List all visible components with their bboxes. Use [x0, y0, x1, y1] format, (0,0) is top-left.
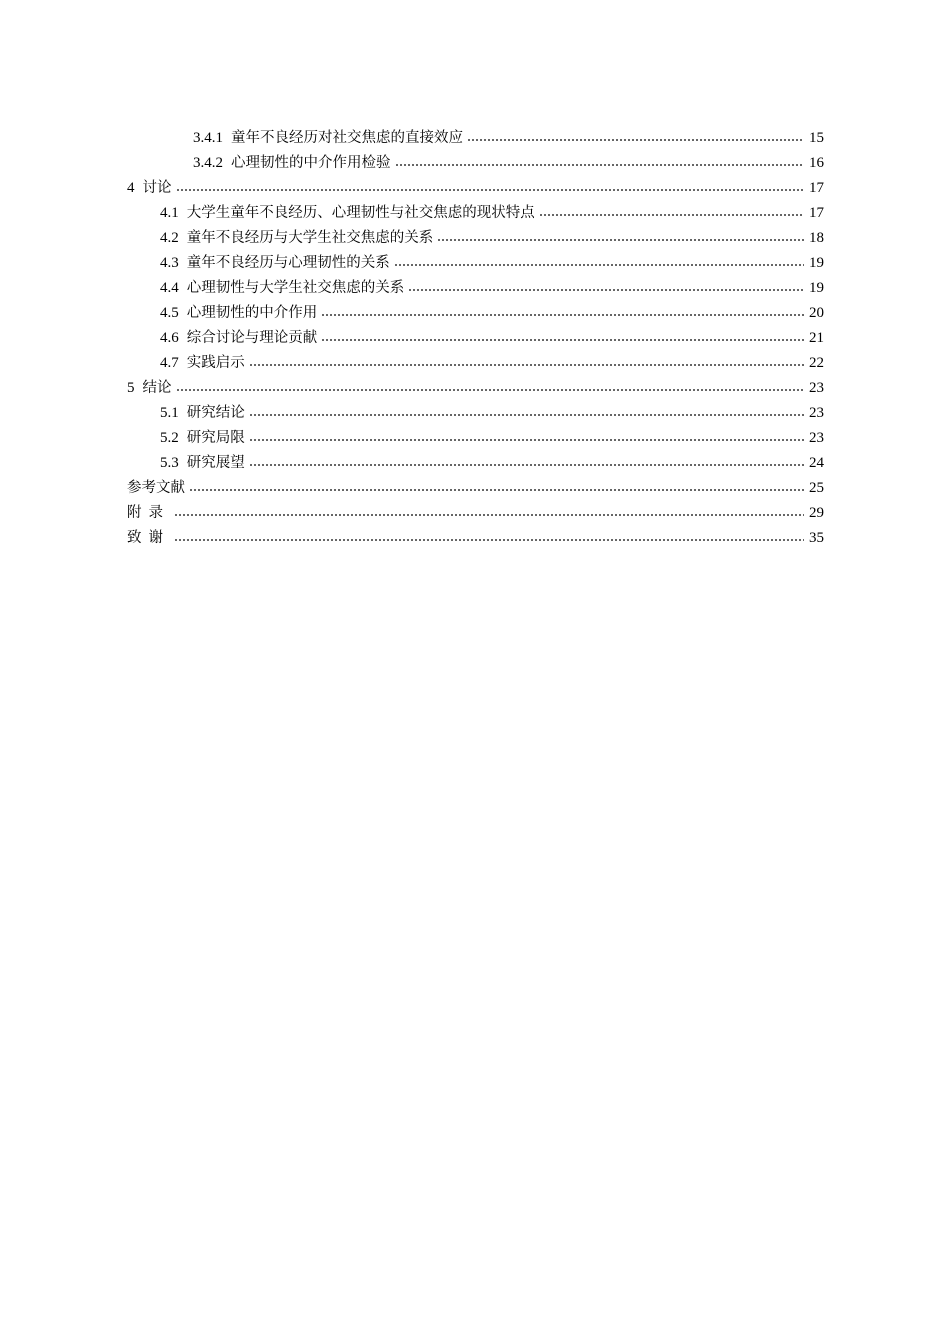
toc-entry-5-1[interactable]	[160, 401, 824, 426]
toc-dot-leader	[176, 389, 805, 391]
toc-dot-leader	[176, 189, 805, 191]
toc-entry-page: 24	[809, 455, 824, 471]
toc-entry-page: 23	[809, 405, 824, 421]
toc-entry-references[interactable]	[127, 476, 824, 501]
toc-entry-number: 4.7	[160, 355, 179, 371]
toc-entry-page: 20	[809, 305, 824, 321]
toc-entry-title: 童年不良经历对社交焦虑的直接效应	[231, 130, 463, 146]
toc-entry-page: 15	[809, 130, 824, 146]
toc-entry-3-4-1[interactable]	[193, 126, 824, 151]
toc-entry-number: 5.2	[160, 430, 179, 446]
toc-entry-number: 4.1	[160, 205, 179, 221]
toc-entry-title: 结论	[142, 380, 172, 396]
toc-dot-leader	[174, 539, 804, 541]
toc-entry-3-4-2[interactable]	[193, 151, 824, 176]
toc-entry-title: 研究局限	[186, 430, 245, 446]
toc-entry-title: 童年不良经历与心理韧性的关系	[186, 255, 390, 271]
toc-entry-page: 17	[809, 205, 824, 221]
toc-entry-page: 19	[809, 255, 824, 271]
toc-entry-page: 21	[809, 330, 824, 346]
toc-dot-leader	[189, 489, 804, 491]
toc-entry-number: 5.1	[160, 405, 179, 421]
toc-dot-leader	[395, 164, 805, 166]
toc-entry-page: 23	[809, 430, 824, 446]
toc-entry-5-3[interactable]	[160, 451, 824, 476]
toc-entry-number: 5.3	[160, 455, 179, 471]
toc-dot-leader	[321, 339, 804, 341]
toc-entry-number: 4.5	[160, 305, 179, 321]
toc-entry-number: 4.4	[160, 280, 179, 296]
toc-entry-title: 心理韧性的中介作用	[186, 305, 318, 321]
toc-entry-page: 35	[809, 530, 824, 546]
toc-entry-page: 18	[809, 230, 824, 246]
toc-entry-title: 大学生童年不良经历、心理韧性与社交焦虑的现状特点	[186, 205, 535, 221]
toc-entry-title: 附录	[127, 505, 170, 521]
toc-entry-page: 29	[809, 505, 824, 521]
toc-entry-title: 心理韧性的中介作用检验	[231, 155, 391, 171]
toc-dot-leader	[437, 239, 804, 241]
toc-entry-title: 研究结论	[186, 405, 245, 421]
toc-entry-title: 参考文献	[127, 480, 185, 496]
toc-dot-leader	[394, 264, 804, 266]
toc-entry-number: 3.4.2	[193, 155, 223, 171]
toc-entry-5[interactable]	[127, 376, 824, 401]
toc-entry-acknowledgements[interactable]	[127, 526, 824, 551]
toc-entry-4[interactable]	[127, 176, 824, 201]
toc-entry-title: 研究展望	[186, 455, 245, 471]
toc-dot-leader	[467, 139, 804, 141]
toc-entry-title: 致谢	[127, 530, 170, 546]
toc-dot-leader	[539, 214, 804, 216]
toc-dot-leader	[249, 414, 804, 416]
toc-entry-title: 实践启示	[186, 355, 245, 371]
toc-entry-4-2[interactable]	[160, 226, 824, 251]
toc-dot-leader	[321, 314, 804, 316]
toc-entry-title: 童年不良经历与大学生社交焦虑的关系	[186, 230, 434, 246]
toc-entry-4-6[interactable]	[160, 326, 824, 351]
toc-entry-page: 25	[809, 480, 824, 496]
toc-dot-leader	[174, 514, 804, 516]
toc-entry-page: 22	[809, 355, 824, 371]
toc-entry-4-4[interactable]	[160, 276, 824, 301]
toc-entry-page: 23	[809, 380, 824, 396]
toc-entry-number: 4.3	[160, 255, 179, 271]
toc-entry-title: 综合讨论与理论贡献	[186, 330, 318, 346]
toc-entry-page: 16	[809, 155, 824, 171]
toc-entry-page: 17	[809, 180, 824, 196]
toc-dot-leader	[249, 364, 804, 366]
toc-entry-5-2[interactable]	[160, 426, 824, 451]
toc-entry-4-3[interactable]	[160, 251, 824, 276]
toc-dot-leader	[249, 439, 804, 441]
toc-entry-number: 4.6	[160, 330, 179, 346]
toc-entry-number: 4.2	[160, 230, 179, 246]
toc-entry-4-7[interactable]	[160, 351, 824, 376]
toc-dot-leader	[249, 464, 804, 466]
toc-entry-title: 讨论	[142, 180, 172, 196]
toc-entry-title: 心理韧性与大学生社交焦虑的关系	[186, 280, 405, 296]
toc-entry-appendix[interactable]	[127, 501, 824, 526]
toc-entry-4-5[interactable]	[160, 301, 824, 326]
toc-entry-number: 4	[127, 180, 135, 196]
toc-entry-number: 3.4.1	[193, 130, 223, 146]
toc-dot-leader	[408, 289, 804, 291]
toc-entry-4-1[interactable]	[160, 201, 824, 226]
toc-entry-number: 5	[127, 380, 135, 396]
toc-entry-page: 19	[809, 280, 824, 296]
